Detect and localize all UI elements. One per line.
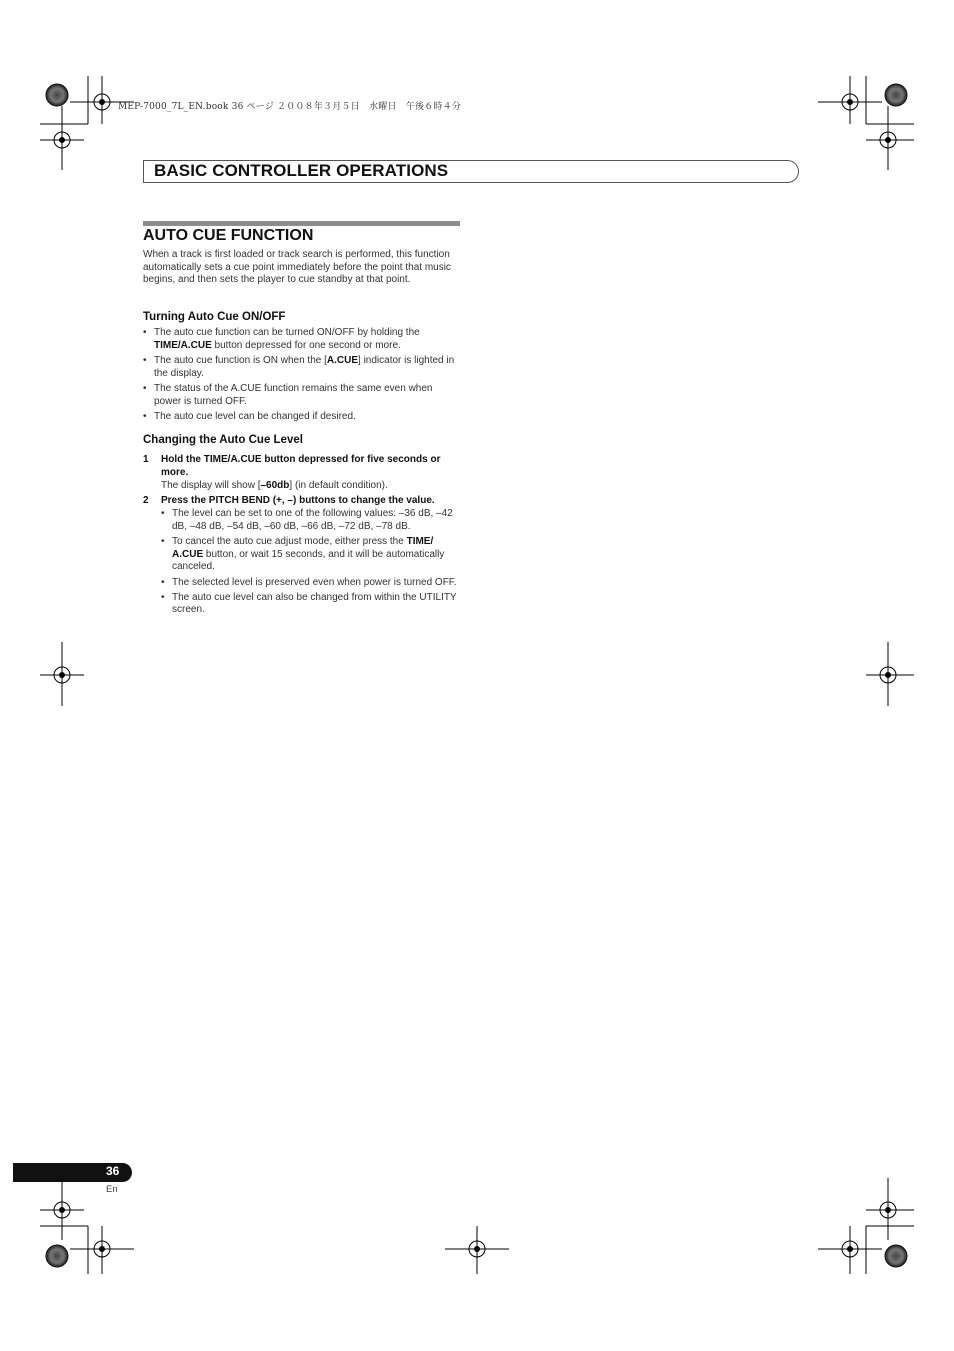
list-item: • The selected level is preserved even when power is turned OFF.	[161, 577, 461, 590]
subsection-title-level: Changing the Auto Cue Level	[143, 434, 303, 446]
section-title: AUTO CUE FUNCTION	[143, 227, 314, 244]
list-item: • The status of the A.CUE function remains the same even when power is turned OFF.	[143, 383, 461, 408]
step-number: 1	[143, 454, 149, 465]
list-item: • The level can be set to one of the following values: –36 dB, –42 dB, –48 dB, –54 dB, –60 dB, –66 dB, –72 dB, –78 dB.	[161, 508, 461, 533]
section-rule	[143, 221, 460, 226]
list-item: • The auto cue function can be turned ON/OFF by holding the TIME/A.CUE button depressed for one second or more.	[143, 327, 461, 352]
step-number: 2	[143, 495, 149, 506]
step-1	[143, 453, 461, 479]
page-language: En	[106, 1184, 118, 1195]
list-item: • The auto cue function is ON when the [A.CUE] indicator is lighted in the display.	[143, 355, 461, 380]
level-bullet-list	[161, 508, 461, 620]
intro-paragraph: When a track is first loaded or track search is performed, this function automatically sets a cue point immediately before the point that music begins, and then sets the player to cue standby at that point.	[143, 249, 451, 286]
on-off-bullet-list	[143, 327, 461, 426]
list-item: • To cancel the auto cue adjust mode, either press the TIME/ A.CUE button, or wait 15 seconds, and it will be automatically canceled.	[161, 536, 461, 574]
step-text: Press the PITCH BEND (+, –) buttons to change the value.	[161, 495, 435, 506]
subsection-title-on-off: Turning Auto Cue ON/OFF	[143, 311, 286, 323]
step-text: Hold the TIME/A.CUE button depressed for five seconds or more.	[161, 454, 441, 478]
step-2	[143, 494, 461, 507]
step-1-note: The display will show [–60db] (in default condition).	[161, 480, 388, 491]
chapter-title: BASIC CONTROLLER OPERATIONS	[154, 161, 449, 180]
print-job-header: MEP-7000_7L_EN.book 36 ページ ２００８年３月５日 水曜日 午後６時４分	[118, 102, 462, 112]
list-item: • The auto cue level can be changed if desired.	[143, 411, 461, 424]
page-number: 36	[106, 1164, 120, 1178]
list-item: • The auto cue level can also be changed from within the UTILITY screen.	[161, 592, 461, 617]
